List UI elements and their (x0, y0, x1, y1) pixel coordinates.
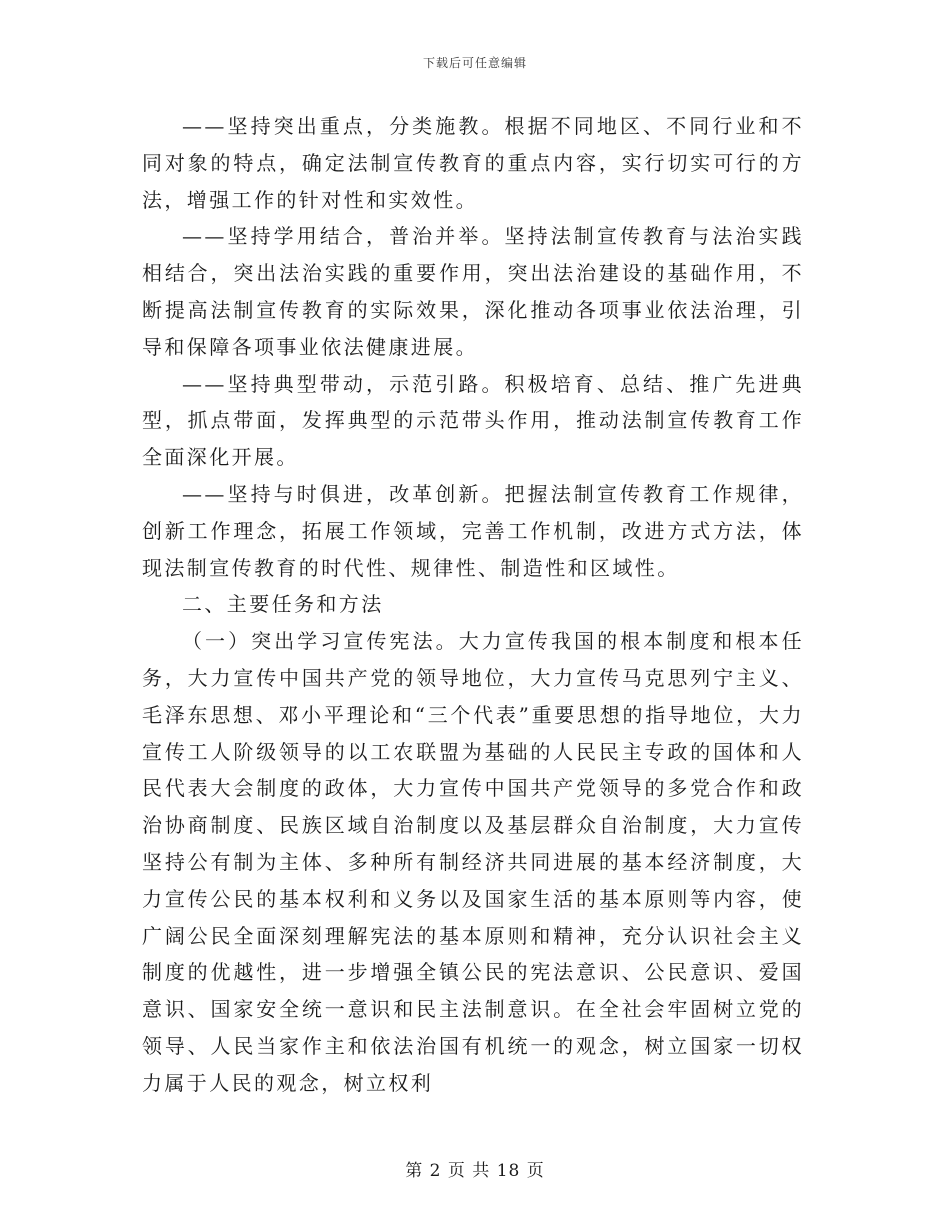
paragraph-principle-practice: ——坚持学用结合，普治并举。坚持法制宣传教育与法治实践相结合，突出法治实践的重要作用，突出法治建设的基础作用，不断提高法制宣传教育的实际效果，深化推动各项事业依法治理，引导和保障各项事业依法健康进展。 (142, 224, 804, 359)
page-number: 第 2 页 共 18 页 (405, 1161, 545, 1181)
document-body (142, 108, 804, 1102)
paragraph-principle-model: ——坚持典型带动，示范引路。积极培育、总结、推广先进典型，抓点带面，发挥典型的示范带头作用，推动法制宣传教育工作全面深化开展。 (142, 371, 804, 470)
paragraph-constitution-study: （一）突出学习宣传宪法。大力宣传我国的根本制度和根本任务，大力宣传中国共产党的领导地位，大力宣传马克思列宁主义、毛泽东思想、邓小平理论和“三个代表”重要思想的指导地位，大力宣传工人阶级领导的以工农联盟为基础的人民民主专政的国体和人民代表大会制度的政体，大力宣传中国共产党领导的多党合作和政治协商制度、民族区域自治制度以及基层群众自治制度，大力宣传坚持公有制为主体、多种所有制经济共同进展的基本经济制度，大力宣传公民的基本权利和义务以及国家生活的基本原则等内容，使广阔公民全面深刻理解宪法的基本原则和精神，充分认识社会主义制度的优越性，进一步增强全镇公民的宪法意识、公民意识、爱国意识、国家安全统一意识和民主法制意识。在全社会牢固树立党的领导、人民当家作主和依法治国有机统一的观念，树立国家一切权力属于人民的观念，树立权利 (142, 629, 804, 1095)
download-note: 下载后可任意编辑 (422, 56, 527, 70)
section-heading-main-tasks: 二、主要任务和方法 (182, 592, 384, 617)
paragraph-principle-focus: ——坚持突出重点，分类施教。根据不同地区、不同行业和不同对象的特点，确定法制宣传教育的重点内容，实行切实可行的方法，增强工作的针对性和实效性。 (142, 114, 804, 212)
paragraph-principle-innovation: ——坚持与时俱进，改革创新。把握法制宣传教育工作规律，创新工作理念，拓展工作领域，完善工作机制，改进方式方法，体现法制宣传教育的时代性、规律性、制造性和区域性。 (142, 481, 804, 580)
